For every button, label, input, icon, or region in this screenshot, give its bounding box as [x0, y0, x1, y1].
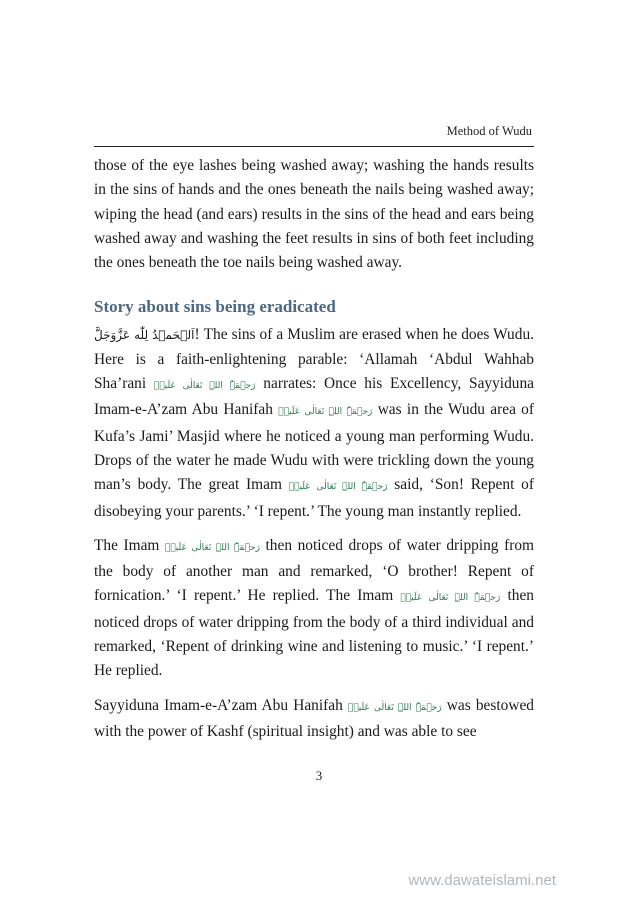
header-divider — [94, 146, 534, 147]
page-number: 3 — [315, 768, 323, 783]
paragraph-text: The Imam — [94, 536, 165, 554]
arabic-honorific: رَحۡمَۃُ اللہِ تَعَالٰی عَلَیۡہ — [278, 407, 373, 418]
paragraph-text: Sayyiduna Imam-e-A’zam Abu Hanifah — [94, 696, 348, 714]
arabic-honorific: رَحۡمَۃُ اللہِ تَعَالٰی عَلَیۡہ — [153, 381, 256, 392]
paragraph-text: narrates: Once his Excellency, Sayyiduna Imam-e-A’zam Abu Hanifah — [94, 375, 534, 419]
paragraph-story-2 — [94, 534, 534, 684]
paragraph-story-3 — [94, 694, 534, 745]
paragraph-text: then noticed drops of water dripping from the body of another man and remarked, ‘O brother! Repent of fornication.’ ‘I repent.’ He replied. The Imam — [94, 536, 534, 605]
arabic-honorific: رَحۡمَۃُ اللہِ تَعَالٰی عَلَیۡہ — [288, 482, 388, 493]
website-watermark: www.dawateislami.net — [408, 872, 556, 889]
page-content — [94, 154, 534, 744]
paragraph-text: was in the Wudu area of Kufa’s Jami’ Masjid where he noticed a young man performing Wudu. Drops of the water he made Wudu with were trickling down the young man’s body. The great Imam — [94, 401, 535, 494]
paragraph-text: was bestowed with the power of Kashf (spiritual insight) and was able to see — [94, 696, 534, 740]
arabic-honorific: رَحۡمَۃُ اللہِ تَعَالٰی عَلَیۡہ — [164, 542, 260, 553]
paragraph-text: then noticed drops of water dripping from the body of a third individual and remarked, ‘Repent of drinking wine and listening to music.’ ‘I repent.’ He replied. — [94, 587, 534, 680]
arabic-opening-phrase: اَلۡحَمۡدُ لِلّٰه عَزَّوَجَلَّ — [94, 328, 195, 343]
arabic-honorific: رَحۡمَۃُ اللہِ تَعَالٰی عَلَیۡہ — [400, 593, 501, 604]
paragraph-text: ! The sins of a Muslim are erased when he does Wudu. Here is a faith-enlightening parable: ‘Allamah ‘Abdul Wahhab Sha’rani — [94, 326, 534, 393]
paragraph-story-1 — [94, 323, 534, 523]
paragraph-text: said, ‘Son! Repent of disobeying your parents.’ ‘I repent.’ The young man instantly replied. — [94, 476, 534, 520]
section-heading: Story about sins being eradicated — [94, 297, 336, 317]
paragraph-1: those of the eye lashes being washed away; washing the hands results in the sins of hands and the ones beneath the nails being washed away; wiping the head (and ears) results in the sins of the head and ears being washed away and washing the feet results in sins of both feet including the ones beneath the toe nails being washed away. — [94, 157, 534, 272]
running-header: Method of Wudu — [446, 124, 532, 138]
arabic-honorific: رَحۡمَۃُ اللہِ تَعَالٰی عَلَیۡہ — [347, 702, 442, 713]
